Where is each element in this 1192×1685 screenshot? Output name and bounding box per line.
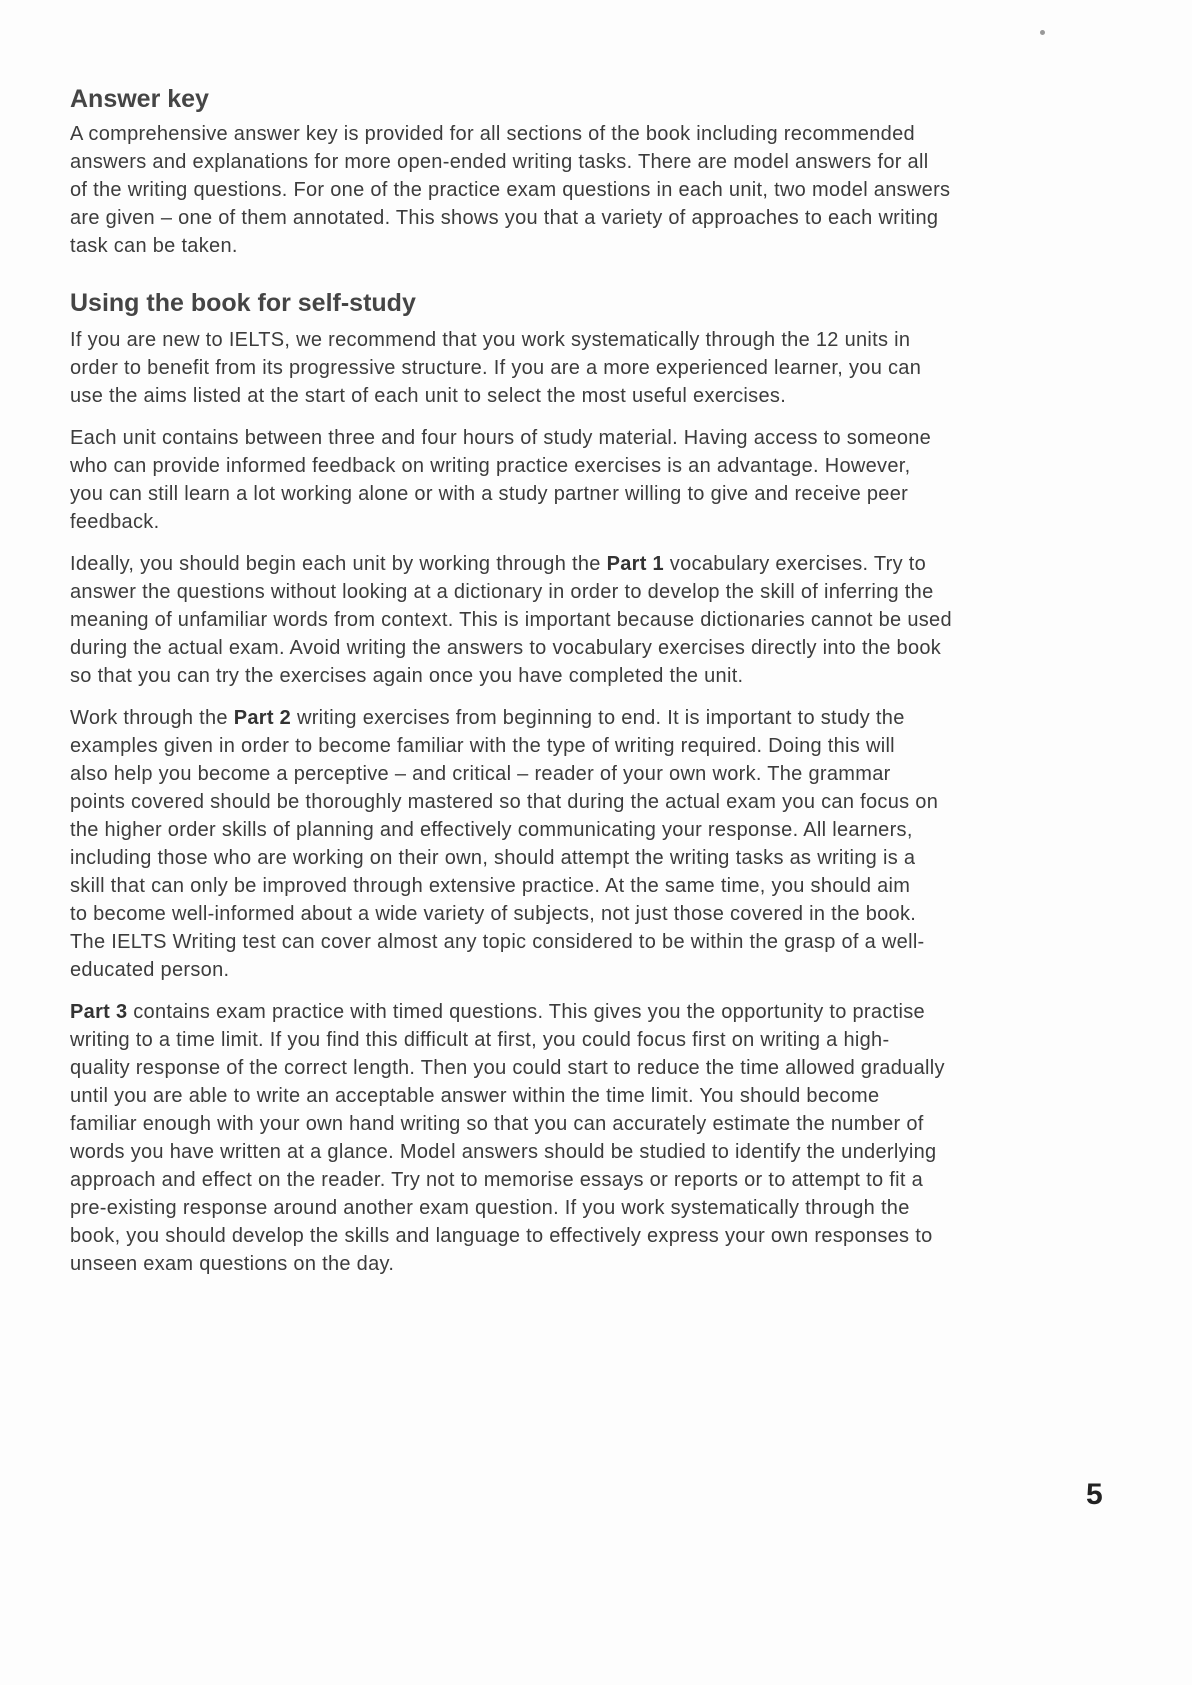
text-line — [70, 480, 931, 508]
text-line — [70, 704, 938, 732]
paragraph — [70, 326, 921, 410]
text-line — [70, 204, 950, 232]
text-line — [70, 550, 952, 578]
text-segment: Ideally, you should begin each unit by working through the — [70, 553, 607, 575]
text-line — [70, 1138, 945, 1166]
text-line — [70, 120, 950, 148]
text-segment: answer the questions without looking at a dictionary in order to develop the skill of inferring the — [70, 581, 934, 603]
text-segment: contains exam practice with timed questions. This gives you the opportunity to practise — [127, 1001, 925, 1023]
bold-text: Part 1 — [606, 553, 664, 575]
text-line — [70, 1166, 945, 1194]
text-line — [70, 788, 938, 816]
text-segment: familiar enough with your own hand writing so that you can accurately estimate the number of — [70, 1113, 924, 1135]
text-line — [70, 1194, 945, 1222]
text-line — [70, 176, 950, 204]
text-segment: during the actual exam. Avoid writing the answers to vocabulary exercises directly into the book — [70, 637, 942, 659]
heading-self-study: Using the book for self-study — [70, 289, 416, 317]
heading-answer-key: Answer key — [70, 85, 209, 113]
text-line — [70, 1026, 945, 1054]
text-segment: feedback. — [70, 511, 160, 533]
text-line — [70, 452, 931, 480]
text-segment: also help you become a perceptive – and critical – reader of your own work. The grammar — [70, 763, 891, 785]
text-segment: A comprehensive answer key is provided for all sections of the book including recommended — [70, 123, 915, 145]
bold-text: Part 2 — [233, 707, 292, 729]
text-segment: words you have written at a glance. Model answers should be studied to identify the underlying — [70, 1141, 937, 1163]
bold-text: Part 3 — [70, 1001, 128, 1023]
text-segment: If you are new to IELTS, we recommend that you work systematically through the 12 units in — [70, 329, 911, 351]
text-line — [70, 424, 931, 452]
text-segment: book, you should develop the skills and language to effectively express your own responses to — [70, 1225, 933, 1247]
text-segment: including those who are working on their own, should attempt the writing tasks as writing is a — [70, 847, 916, 869]
text-segment: quality response of the correct length. Then you could start to reduce the time allowed gradually — [70, 1057, 945, 1079]
text-segment: of the writing questions. For one of the practice exam questions in each unit, two model answers — [70, 179, 951, 201]
text-segment: examples given in order to become familiar with the type of writing required. Doing this will — [70, 735, 895, 757]
paragraph — [70, 550, 952, 690]
text-line — [70, 760, 938, 788]
text-line — [70, 148, 950, 176]
text-line — [70, 956, 938, 984]
page-number: 5 — [1086, 1478, 1103, 1511]
text-segment: educated person. — [70, 959, 230, 981]
text-segment: so that you can try the exercises again once you have completed the unit. — [70, 665, 744, 687]
text-line — [70, 1054, 945, 1082]
text-segment: answers and explanations for more open-ended writing tasks. There are model answers for all — [70, 151, 929, 173]
text-segment: task can be taken. — [70, 235, 238, 257]
text-segment: the higher order skills of planning and effectively communicating your response. All learners, — [70, 819, 913, 841]
text-segment: The IELTS Writing test can cover almost any topic considered to be within the grasp of a well- — [70, 931, 925, 953]
paragraph — [70, 120, 950, 260]
text-line — [70, 1082, 945, 1110]
text-line — [70, 872, 938, 900]
text-segment: pre-existing response around another exam question. If you work systematically through the — [70, 1197, 910, 1219]
text-segment: use the aims listed at the start of each unit to select the most useful exercises. — [70, 385, 787, 407]
text-line — [70, 928, 938, 956]
text-line — [70, 1222, 945, 1250]
paragraph — [70, 704, 938, 984]
text-line — [70, 844, 938, 872]
scan-speck — [1040, 30, 1045, 35]
text-segment: skill that can only be improved through extensive practice. At the same time, you should aim — [70, 875, 911, 897]
text-segment: meaning of unfamiliar words from context. This is important because dictionaries cannot be used — [70, 609, 952, 631]
text-segment: who can provide informed feedback on writing practice exercises is an advantage. However, — [70, 455, 911, 477]
text-line — [70, 1250, 945, 1278]
text-line — [70, 662, 952, 690]
text-segment: order to benefit from its progressive structure. If you are a more experienced learner, you can — [70, 357, 922, 379]
text-line — [70, 232, 950, 260]
text-line — [70, 900, 938, 928]
text-line — [70, 1110, 945, 1138]
text-segment: Work through the — [70, 707, 234, 729]
text-line — [70, 508, 931, 536]
text-line — [70, 732, 938, 760]
text-segment: are given – one of them annotated. This shows you that a variety of approaches to each writing — [70, 207, 939, 229]
text-segment: points covered should be thoroughly mastered so that during the actual exam you can focus on — [70, 791, 939, 813]
text-line — [70, 382, 921, 410]
text-line — [70, 816, 938, 844]
text-line — [70, 326, 921, 354]
text-line — [70, 606, 952, 634]
text-segment: writing exercises from beginning to end. It is important to study the — [291, 707, 905, 729]
text-line — [70, 998, 945, 1026]
text-segment: until you are able to write an acceptable answer within the time limit. You should become — [70, 1085, 880, 1107]
text-segment: writing to a time limit. If you find this difficult at first, you could focus first on writing a high- — [70, 1029, 890, 1051]
text-line — [70, 634, 952, 662]
text-segment: unseen exam questions on the day. — [70, 1253, 395, 1275]
text-segment: you can still learn a lot working alone or with a study partner willing to give and receive peer — [70, 483, 909, 505]
paragraph — [70, 998, 945, 1278]
text-line — [70, 578, 952, 606]
text-segment: approach and effect on the reader. Try not to memorise essays or reports or to attempt to fit a — [70, 1169, 924, 1191]
text-segment: Each unit contains between three and four hours of study material. Having access to someone — [70, 427, 932, 449]
text-segment: vocabulary exercises. Try to — [663, 553, 927, 575]
text-line — [70, 354, 921, 382]
text-segment: to become well-informed about a wide variety of subjects, not just those covered in the book. — [70, 903, 917, 925]
paragraph — [70, 424, 931, 536]
